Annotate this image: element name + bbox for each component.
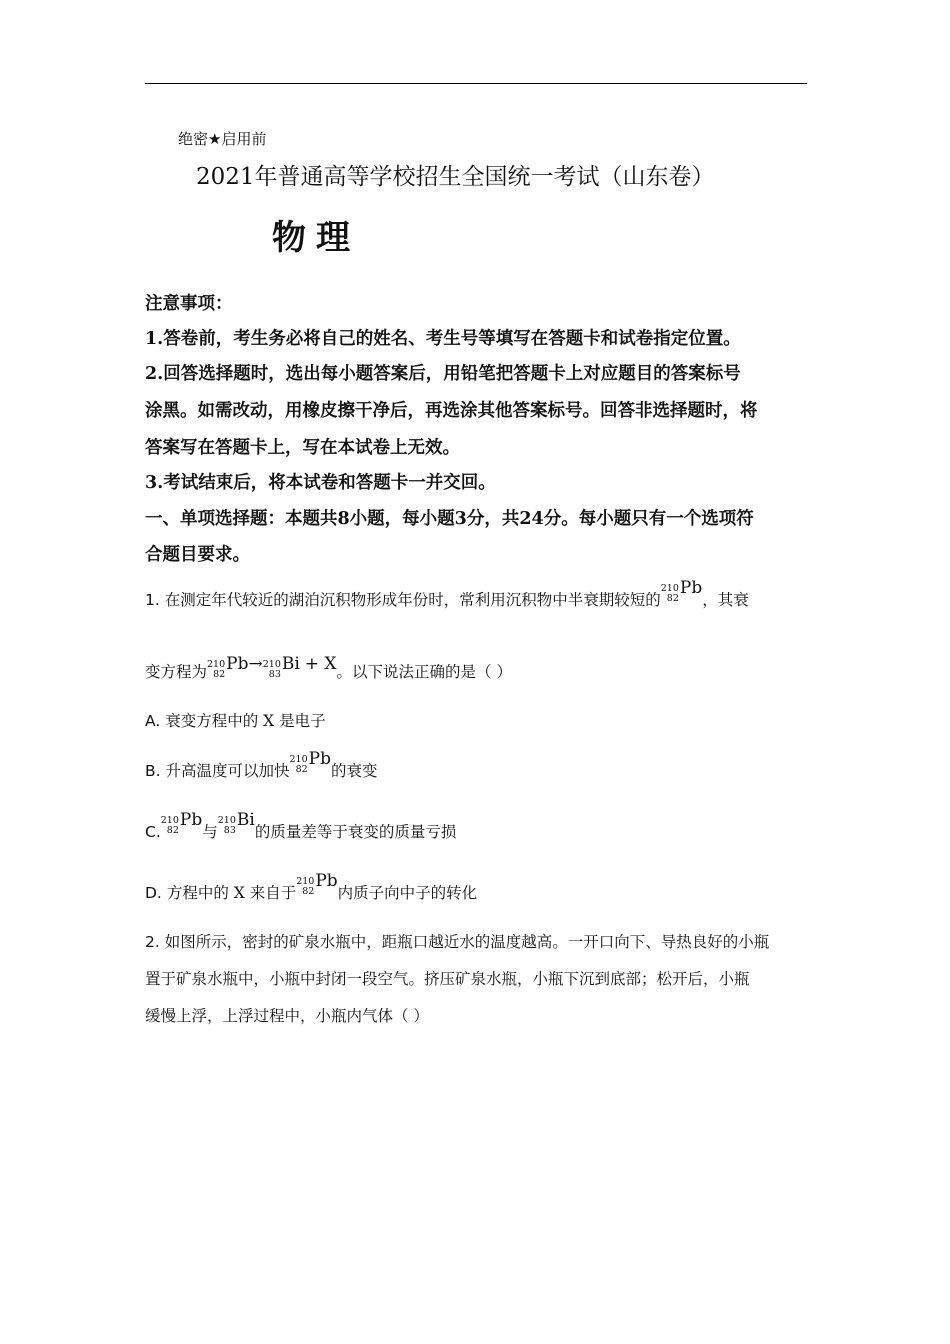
q1-text-c: 变方程为 (145, 663, 208, 681)
q2-line-3: 缓慢上浮，上浮过程中，小瓶内气体（ ） (145, 1007, 429, 1025)
option-a (145, 709, 326, 731)
arrow: → (248, 654, 263, 674)
option-d (145, 871, 478, 909)
exam-title: 2021年普通高等学校招生全国统一考试（山东卷） (196, 164, 715, 190)
q1-number: 1. (145, 591, 160, 609)
option-c-text: 的质量差等于衰变的质量亏损 (254, 823, 457, 841)
q1-text-a: 在测定年代较近的湖泊沉积物形成年份时，常利用沉积物中半衰期较短的 (164, 591, 661, 609)
section-heading-2: 合题目要求。 (145, 545, 250, 565)
header-rule (145, 83, 807, 84)
option-a-label: A. (145, 712, 161, 730)
nuclide-pb: 210 82 Pb (660, 578, 703, 604)
nuclide-pb: 210 82 Pb (207, 654, 249, 680)
option-d-label: D. (145, 884, 162, 902)
nuclide-pb: 210 82 Pb (160, 810, 203, 836)
q1-text-d: 。以下说法正确的是（ ） (336, 663, 512, 681)
option-c-mid: 与 (202, 823, 218, 841)
notes-line-2: 2.回答选择题时，选出每小题答案后，用铅笔把答题卡上对应题目的答案标号 (145, 364, 741, 384)
notes-line-1: 1.答卷前，考生务必将自己的姓名、考生号等填写在答题卡和试卷指定位置。 (145, 329, 741, 349)
nuclide-pb: 210 82 Pb (289, 749, 331, 775)
option-c-label: C. (145, 823, 161, 841)
plus-x: + X (304, 654, 337, 674)
q1-line-1 (145, 578, 749, 616)
option-c (145, 810, 457, 848)
option-a-text: 衰变方程中的 X 是电子 (165, 712, 326, 730)
option-b (145, 749, 378, 787)
option-d-text-a: 方程中的 X 来自于 (166, 884, 297, 902)
q1-line-2 (145, 654, 512, 688)
option-b-text-a: 升高温度可以加快 (165, 762, 290, 780)
notes-heading: 注意事项： (145, 294, 233, 314)
notes-line-3: 涂黑。如需改动，用橡皮擦干净后，再选涂其他答案标号。回答非选择题时，将 (145, 401, 758, 421)
notes-line-4: 答案写在答题卡上，写在本试卷上无效。 (145, 438, 460, 458)
q2-line-2: 置于矿泉水瓶中，小瓶中封闭一段空气。挤压矿泉水瓶，小瓶下沉到底部；松开后，小瓶 (145, 970, 750, 988)
nuclide-bi: 210 83 Bi (217, 810, 255, 836)
option-d-text-b: 内质子向中子的转化 (337, 884, 478, 902)
notes-line-5: 3.考试结束后，将本试卷和答题卡一并交回。 (145, 473, 496, 493)
q1-text-b: ，其衰 (702, 591, 749, 609)
q2-text-1: 如图所示，密封的矿泉水瓶中，距瓶口越近水的温度越高。一开口向下、导热良好的小瓶 (164, 933, 770, 951)
nuclide-pb: 210 82 Pb (296, 871, 338, 897)
q2-line-1 (145, 930, 769, 952)
option-b-label: B. (145, 762, 161, 780)
section-heading-1: 一、单项选择题：本题共8小题，每小题3分，共24分。每小题只有一个选项符 (145, 509, 754, 529)
subject-title: 物理 (272, 218, 360, 258)
q2-number: 2. (145, 933, 160, 951)
option-b-text-b: 的衰变 (330, 762, 378, 780)
secret-mark: 绝密★启用前 (178, 130, 267, 148)
nuclide-bi: 210 83 Bi (262, 654, 300, 680)
